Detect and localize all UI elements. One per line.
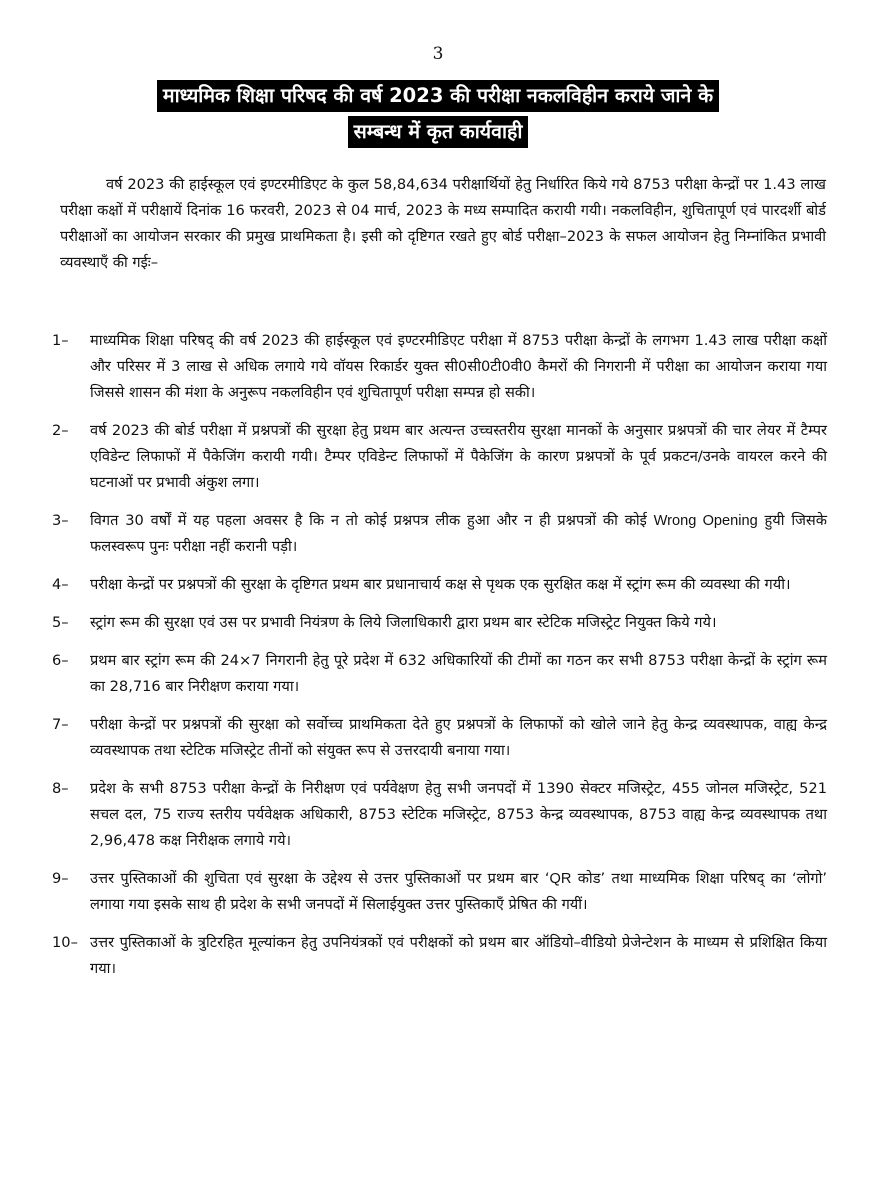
page-number: 3 bbox=[432, 44, 444, 64]
point-4 bbox=[0, 572, 876, 598]
point-number: 7– bbox=[52, 716, 69, 733]
point-text: माध्यमिक शिक्षा परिषद् की वर्ष 2023 की हाईस्कूल एवं इण्टरमीडिएट परीक्षा में 8753 परीक्षा केन्द्रों के लगभग 1.43 लाख परीक्षा कक्षों और परिसर में 3 लाख से अधिक लगाये गये वॉयस रिकार्डर युक्त सी0सी0टी0वी0 कैमरों की निगरानी में परीक्षा का आयोजन कराया गया जिससे शासन की मंशा के अनुरूप नकलविहीन एवं शुचितापूर्ण परीक्षा सम्पन्न हो सकी। bbox=[90, 332, 827, 401]
point-6 bbox=[0, 648, 876, 700]
document-title bbox=[0, 80, 876, 148]
point-text bbox=[90, 866, 827, 918]
point-3 bbox=[0, 508, 876, 560]
point-5 bbox=[0, 610, 876, 636]
point-text: वर्ष 2023 की बोर्ड परीक्षा में प्रश्नपत्रों की सुरक्षा हेतु प्रथम बार अत्यन्त उच्चस्तरीय सुरक्षा मानकों के अनुसार प्रश्नपत्रों की चार लेयर में टैम्पर एविडेन्ट लिफाफों में पैकेजिंग करायी गयी। टैम्पर एविडेन्ट लिफाफों में पैकेजिंग के कारण प्रश्नपत्रों के पूर्व प्रकटन/उनके वायरल करने की घटनाओं पर प्रभावी अंकुश लगा। bbox=[90, 422, 827, 491]
point-text: स्ट्रांग रूम की सुरक्षा एवं उस पर प्रभावी नियंत्रण के लिये जिलाधिकारी द्वारा प्रथम बार स्टेटिक मजिस्ट्रेट नियुक्त किये गये। bbox=[90, 614, 717, 631]
point-text-part: हुयी जिसके फलस्वरूप पुनः परीक्षा नहीं करानी पड़ी। bbox=[90, 512, 828, 555]
point-10 bbox=[0, 930, 876, 982]
point-number: 8– bbox=[52, 780, 69, 797]
intro-paragraph: वर्ष 2023 की हाईस्कूल एवं इण्टरमीडिएट के कुल 58,84,634 परीक्षार्थियों हेतु निर्धारित किये गये 8753 परीक्षा केन्द्रों पर 1.43 लाख परीक्षा कक्षों में परीक्षायें दिनांक 16 फरवरी, 2023 से 04 मार्च, 2023 के मध्य सम्पादित करायी गयी। नकलविहीन, शुचितापूर्ण एवं पारदर्शी बोर्ड परीक्षाओं का आयोजन सरकार की प्रमुख प्राथमिकता है। इसी को दृष्टिगत रखते हुए बोर्ड परीक्षा–2023 के सफल आयोजन हेतु निम्नांकित प्रभावी व्यवस्थाएँ की गईः– bbox=[60, 176, 826, 271]
point-number: 10– bbox=[52, 934, 78, 951]
title-line-1: माध्यमिक शिक्षा परिषद की वर्ष 2023 की परीक्षा नकलविहीन कराये जाने के bbox=[157, 80, 719, 112]
point-text: प्रदेश के सभी 8753 परीक्षा केन्द्रों के निरीक्षण एवं पर्यवेक्षण हेतु सभी जनपदों में 1390 सेक्टर मजिस्ट्रेट, 455 जोनल मजिस्ट्रेट, 521 सचल दल, 75 राज्य स्तरीय पर्यवेक्षक अधिकारी, 8753 स्टेटिक मजिस्ट्रेट, 8753 केन्द्र व्यवस्थापक, 8753 वाह्य केन्द्र व्यवस्थापक तथा 2,96,478 कक्ष निरीक्षक लगाये गये। bbox=[90, 780, 827, 849]
point-text: प्रथम बार स्ट्रांग रूम की 24×7 निगरानी हेतु पूरे प्रदेश में 632 अधिकारियों की टीमों का गठन कर सभी 8753 परीक्षा केन्द्रों के स्ट्रांग रूम का 28,716 बार निरीक्षण कराया गया। bbox=[90, 652, 827, 695]
point-1 bbox=[0, 328, 876, 406]
point-text bbox=[90, 508, 827, 560]
point-text-latin: QR bbox=[549, 871, 572, 887]
point-text-part: कोड’ तथा माध्यमिक शिक्षा परिषद् का ‘लोगो’ लगाया गया इसके साथ ही प्रदेश के सभी जनपदों में सिलाईयुक्त उत्तर पुस्तिकाएँ प्रेषित की गयीं। bbox=[90, 870, 827, 913]
title-line-2: सम्बन्ध में कृत कार्यवाही bbox=[348, 116, 529, 148]
point-number: 6– bbox=[52, 652, 69, 669]
point-2 bbox=[0, 418, 876, 496]
point-text: परीक्षा केन्द्रों पर प्रश्नपत्रों की सुरक्षा के दृष्टिगत प्रथम बार प्रधानाचार्य कक्ष से पृथक एक सुरक्षित कक्ष में स्ट्रांग रूम की व्यवस्था की गयी। bbox=[90, 576, 791, 593]
point-text: उत्तर पुस्तिकाओं के त्रुटिरहित मूल्यांकन हेतु उपनियंत्रकों एवं परीक्षकों को प्रथम बार ऑडियो–वीडियो प्रेजेन्टेशन के माध्यम से प्रशिक्षित किया गया। bbox=[90, 934, 827, 977]
point-7 bbox=[0, 712, 876, 764]
point-number: 1– bbox=[52, 332, 69, 349]
point-text-part: विगत 30 वर्षों में यह पहला अवसर है कि न तो कोई प्रश्नपत्र लीक हुआ और न ही प्रश्नपत्रों की कोई bbox=[90, 512, 654, 529]
point-8 bbox=[0, 776, 876, 854]
point-number: 4– bbox=[52, 576, 69, 593]
points-list bbox=[0, 328, 876, 994]
point-text: परीक्षा केन्द्रों पर प्रश्नपत्रों की सुरक्षा को सर्वोच्च प्राथमिकता देते हुए प्रश्नपत्रों के लिफाफों को खोले जाने हेतु केन्द्र व्यवस्थापक, वाह्य केन्द्र व्यवस्थापक तथा स्टेटिक मजिस्ट्रेट तीनों को संयुक्त रूप से उत्तरदायी बनाया गया। bbox=[90, 716, 827, 759]
point-text-part: उत्तर पुस्तिकाओं की शुचिता एवं सुरक्षा के उद्देश्य से उत्तर पुस्तिकाओं पर प्रथम बार ‘ bbox=[90, 870, 550, 887]
point-number: 3– bbox=[52, 512, 69, 529]
point-number: 2– bbox=[52, 422, 69, 439]
point-number: 5– bbox=[52, 614, 69, 631]
point-text-latin: Wrong Opening bbox=[653, 513, 758, 529]
point-9 bbox=[0, 866, 876, 918]
point-number: 9– bbox=[52, 870, 69, 887]
